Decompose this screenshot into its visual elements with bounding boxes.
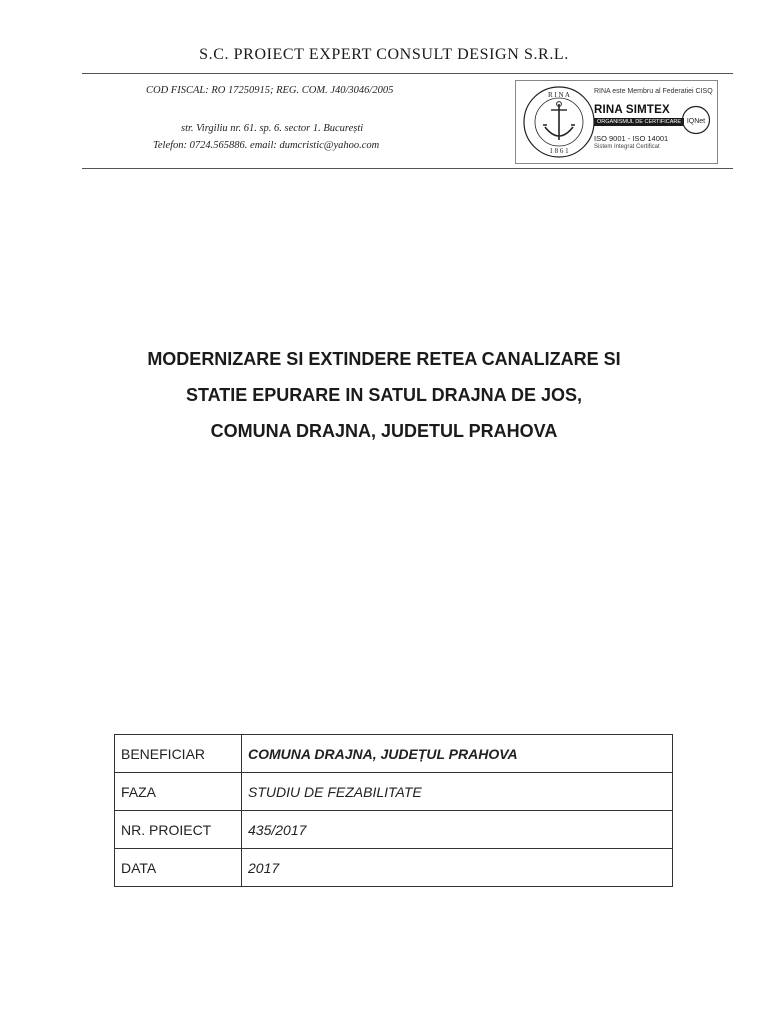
- contact-info: Telefon: 0724.565886. email: dumcristic@yahoo.com: [153, 140, 380, 151]
- iqnet-icon: [681, 105, 711, 135]
- data-label: DATA: [115, 849, 242, 887]
- table-row: [115, 773, 673, 811]
- nr-proiect-label: NR. PROIECT: [115, 811, 242, 849]
- project-details-table: [114, 734, 673, 887]
- faza-label: FAZA: [115, 773, 242, 811]
- table-row: [115, 849, 673, 887]
- seal-top-text: R I N A: [548, 91, 570, 99]
- fiscal-info: COD FISCAL: RO 17250915; REG. COM. J40/3046/2005: [146, 85, 394, 96]
- project-title: [0, 341, 768, 449]
- cert-brand: RINA SIMTEX: [594, 104, 670, 116]
- table-row: [115, 735, 673, 773]
- iqnet-text: IQNet: [686, 118, 706, 125]
- cert-iso: ISO 9001 - ISO 14001: [594, 134, 669, 143]
- table-row: [115, 811, 673, 849]
- nr-proiect-value: 435/2017: [242, 811, 673, 849]
- certification-logo: [515, 80, 718, 164]
- header-divider-top: [82, 73, 733, 74]
- header-divider-bottom: [82, 168, 733, 169]
- address-info: str. Virgiliu nr. 61. sp. 6. sector 1. București: [181, 123, 364, 134]
- title-line-1: MODERNIZARE SI EXTINDERE RETEA CANALIZARE SI: [147, 349, 621, 369]
- data-value: 2017: [242, 849, 673, 887]
- title-line-3: COMUNA DRAJNA, JUDETUL PRAHOVA: [210, 421, 558, 441]
- beneficiar-value: COMUNA DRAJNA, JUDEȚUL PRAHOVA: [242, 735, 673, 773]
- rina-seal-icon: [522, 85, 596, 159]
- cert-subtitle: ORGANISMUL DE CERTIFICARE: [594, 118, 684, 126]
- cert-member-text: RINA este Membru al Federatiei CISQ: [594, 88, 713, 95]
- cert-system: Sistem Integrat Certificat: [594, 144, 660, 150]
- title-line-2: STATIE EPURARE IN SATUL DRAJNA DE JOS,: [185, 385, 583, 405]
- faza-value: STUDIU DE FEZABILITATE: [242, 773, 673, 811]
- beneficiar-label: BENEFICIAR: [115, 735, 242, 773]
- company-name: S.C. PROIECT EXPERT CONSULT DESIGN S.R.L.: [199, 46, 569, 63]
- seal-bottom-text: 1 8 6 1: [549, 147, 569, 155]
